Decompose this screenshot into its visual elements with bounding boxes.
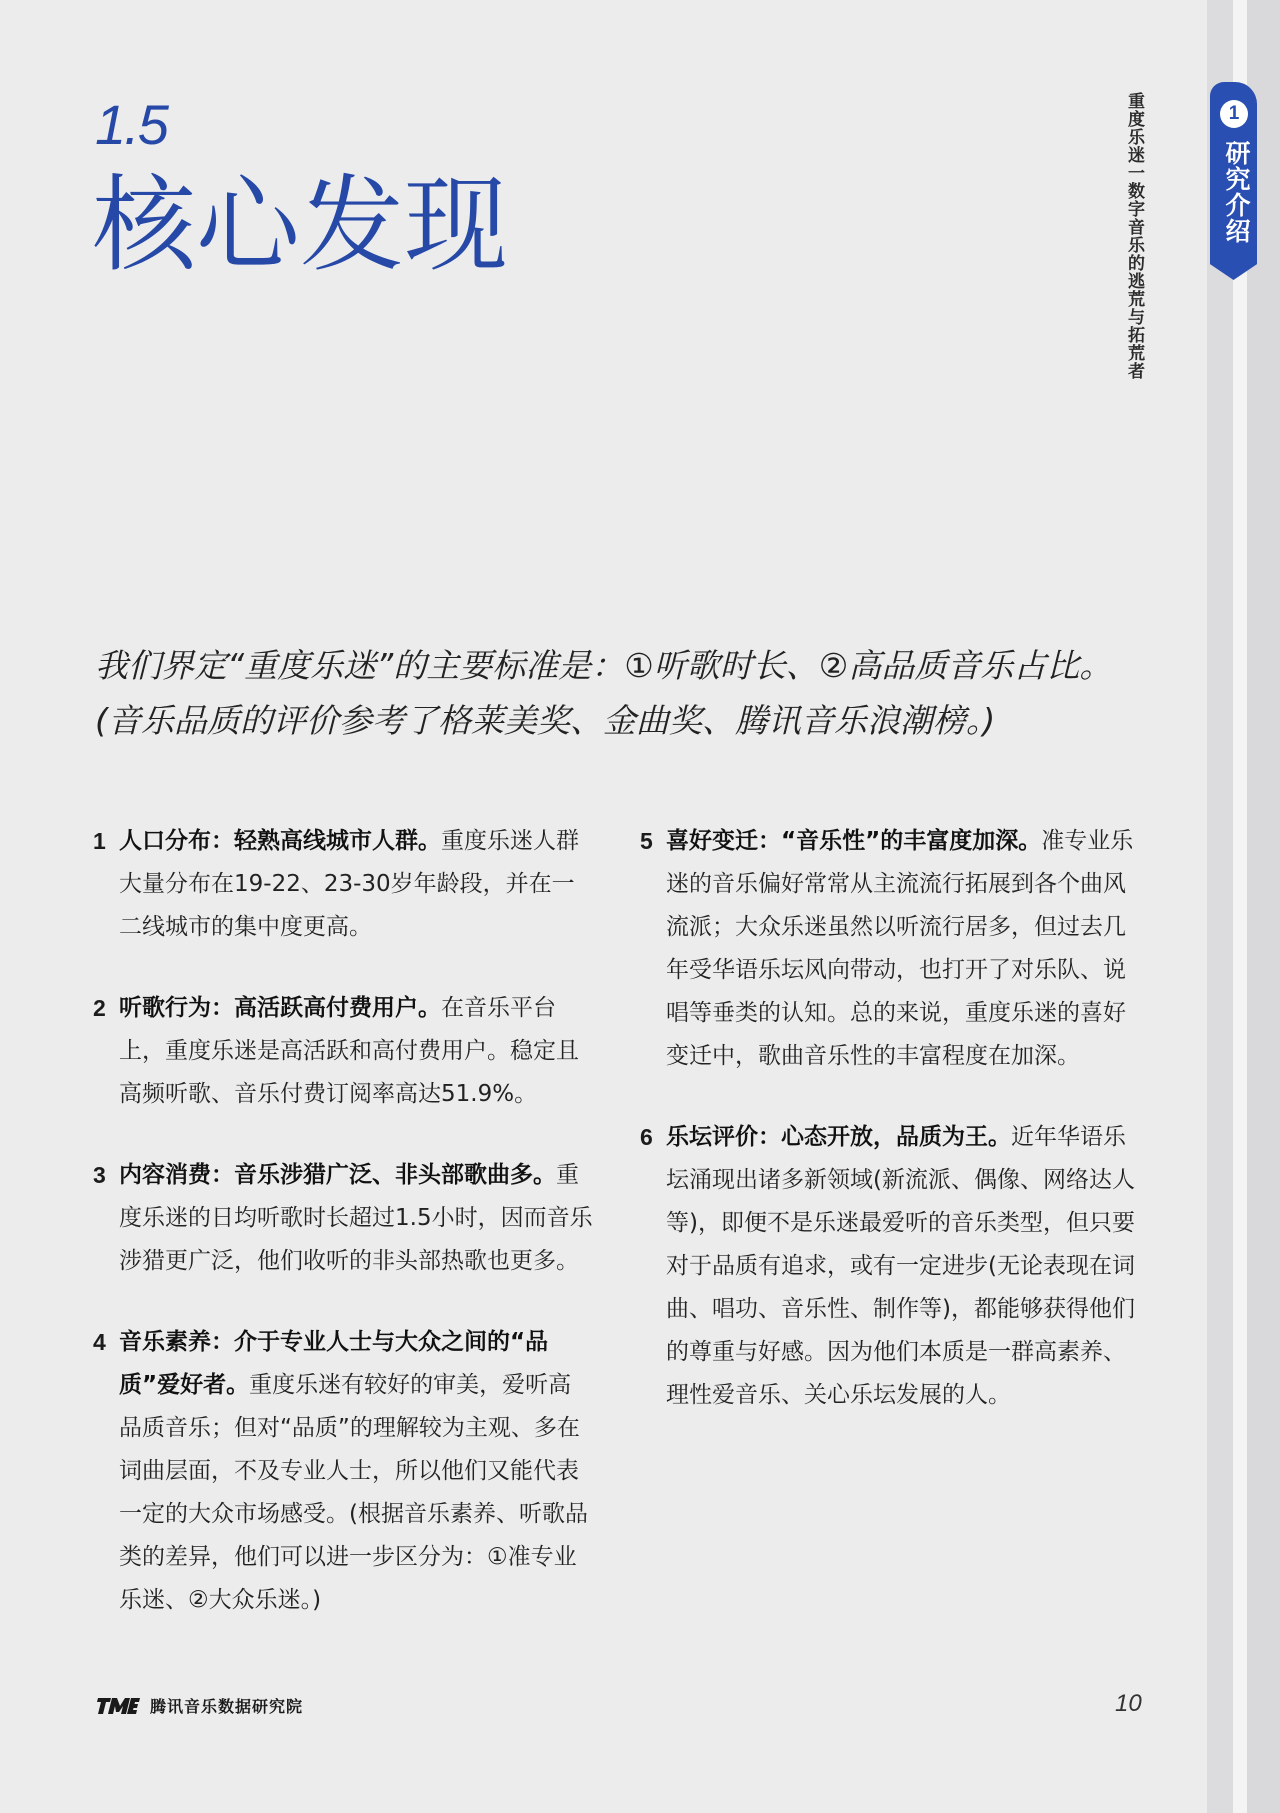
finding-number: 3 <box>93 1162 106 1188</box>
finding-item <box>93 1321 593 1622</box>
finding-heading: 喜好变迁：“音乐性”的丰富度加深。 <box>666 828 1042 854</box>
finding-number: 6 <box>640 1124 653 1150</box>
finding-number: 2 <box>93 995 106 1021</box>
finding-heading: 乐坛评价：心态开放，品质为王。 <box>666 1124 1011 1150</box>
finding-text <box>666 1116 1140 1417</box>
finding-item <box>640 820 1140 1078</box>
finding-heading: 音乐素养：介于专业人士与大众之间的“品质”爱好者。 <box>119 1329 549 1398</box>
finding-number: 4 <box>93 1329 106 1355</box>
finding-number: 5 <box>640 828 653 854</box>
finding-item <box>93 820 593 949</box>
finding-body: 重度乐迷人群大量分布在19-22、23-30岁年龄段，并在一二线城市的集中度更高。 <box>119 828 579 940</box>
finding-text <box>119 1154 593 1283</box>
page-title: 核心发现 <box>92 164 509 286</box>
finding-item <box>93 1154 593 1283</box>
series-title: 重度乐迷一数字音乐的逃荒与拓荒者 <box>1124 92 1144 380</box>
finding-item <box>640 1116 1140 1417</box>
finding-text <box>119 1321 593 1622</box>
finding-body: 近年华语乐坛涌现出诸多新领域(新流派、偶像、网络达人等)，即便不是乐迷最爱听的音乐类型，但只要对于品质有追求，或有一定进步(无论表现在词曲、唱功、音乐性、制作等)，都能够获得他们的尊重与好感。因为他们本质是一群高素养、理性爱音乐、关心乐坛发展的人。 <box>666 1124 1135 1408</box>
findings-column-right <box>640 820 1140 1455</box>
finding-text <box>666 820 1140 1078</box>
finding-text <box>119 987 593 1116</box>
chapter-number-badge: 1 <box>1220 100 1248 128</box>
finding-body: 重度乐迷的日均听歌时长超过1.5小时，因而音乐涉猎更广泛，他们收听的非头部热歌也更多。 <box>119 1162 593 1274</box>
intro-line-2: (音乐品质的评价参考了格莱美奖、金曲奖、腾讯音乐浪潮榜。) <box>95 701 996 740</box>
findings-column-left <box>93 820 593 1660</box>
page-number: 10 <box>1115 1690 1142 1717</box>
intro-statement <box>95 638 1113 748</box>
finding-body: 在音乐平台上，重度乐迷是高活跃和高付费用户。稳定且高频听歌、音乐付费订阅率高达51.9%。 <box>119 995 579 1107</box>
finding-heading: 听歌行为：高活跃高付费用户。 <box>119 995 441 1021</box>
finding-item <box>93 987 593 1116</box>
finding-body: 重度乐迷有较好的审美，爱听高品质音乐；但对“品质”的理解较为主观、多在词曲层面，不及专业人士，所以他们又能代表一定的大众市场感受。(根据音乐素养、听歌品类的差异，他们可以进一步区分为：①准专业乐迷、②大众乐迷。) <box>119 1372 588 1613</box>
page-edge <box>1247 0 1280 1813</box>
finding-body: 准专业乐迷的音乐偏好常常从主流流行拓展到各个曲风流派；大众乐迷虽然以听流行居多，但过去几年受华语乐坛风向带动，也打开了对乐队、说唱等垂类的认知。总的来说，重度乐迷的喜好变迁中，歌曲音乐性的丰富程度在加深。 <box>666 828 1134 1069</box>
intro-line-1: 我们界定“重度乐迷”的主要标准是：①听歌时长、②高品质音乐占比。 <box>95 646 1113 685</box>
footer-org-name: 腾讯音乐数据研究院 <box>150 1697 304 1716</box>
footer-brand <box>95 1694 303 1717</box>
finding-heading: 内容消费：音乐涉猎广泛、非头部歌曲多。 <box>119 1162 556 1188</box>
finding-number: 1 <box>93 828 106 854</box>
section-number: 1.5 <box>95 93 167 156</box>
finding-text <box>119 820 593 949</box>
chapter-tab-label: 研究介绍 <box>1222 140 1251 244</box>
finding-heading: 人口分布：轻熟高线城市人群。 <box>119 828 441 854</box>
tme-logo-icon <box>95 1696 140 1716</box>
